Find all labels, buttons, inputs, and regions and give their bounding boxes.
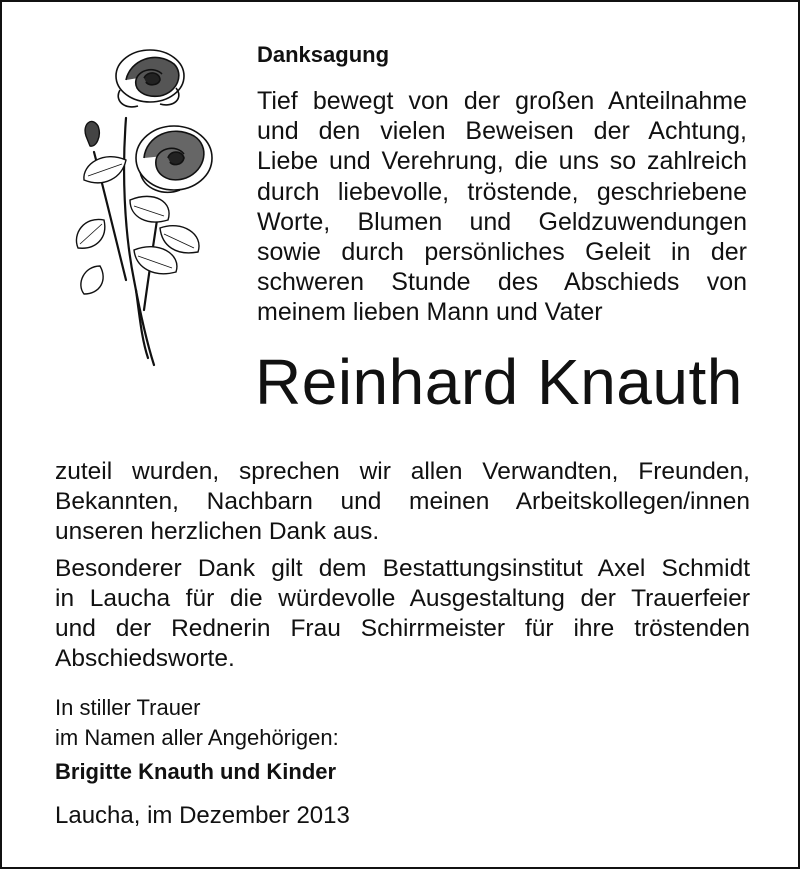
body-line: unseren herzlichen Dank aus. [55, 518, 380, 546]
closing-line: im Namen aller Angehörigen: [55, 725, 339, 750]
intro-line: schweren Stunde des Abschieds von [257, 268, 747, 297]
closing-line: In stiller Trauer [55, 695, 201, 720]
body-line: und der Rednerin Frau Schirrmeister für ihre tröstenden [55, 615, 750, 643]
intro-line: Worte, Blumen und Geldzuwendungen [257, 207, 747, 236]
intro-line: und den vielen Beweisen der Achtung, [257, 117, 747, 146]
intro-line: Liebe und Verehrung, die uns so zahlreich [257, 147, 747, 176]
body-line: in Laucha für die würdevolle Ausgestaltung der Trauerfeier [55, 584, 750, 612]
thanks-body [55, 457, 750, 674]
intro-line: sowie durch persönliches Geleit in der [257, 238, 747, 267]
special-thanks-paragraph [55, 554, 750, 675]
signature: Brigitte Knauth und Kinder [55, 759, 337, 784]
body-line: Besonderer Dank gilt dem Bestattungsinstitut Axel Schmidt [55, 554, 750, 582]
intro-line: durch liebevolle, tröstende, geschriebene [257, 177, 747, 206]
intro-line: meinem lieben Mann und Vater [257, 298, 603, 327]
thanks-paragraph [55, 457, 750, 548]
intro-line: Tief bewegt von der großen Anteilnahme [257, 87, 747, 115]
notice-heading: Danksagung [257, 42, 390, 67]
deceased-name: Reinhard Knauth [255, 346, 743, 418]
place-date: Laucha, im Dezember 2013 [55, 802, 350, 829]
body-line: Bekannten, Nachbarn und meinen Arbeitskollegen/innen [55, 488, 750, 516]
intro-text [257, 86, 747, 328]
rose-illustration-icon [64, 40, 224, 370]
closing-text [55, 693, 339, 753]
body-line: zuteil wurden, sprechen wir allen Verwandten, Freunden, [55, 458, 750, 485]
body-line: Abschiedsworte. [55, 645, 235, 673]
